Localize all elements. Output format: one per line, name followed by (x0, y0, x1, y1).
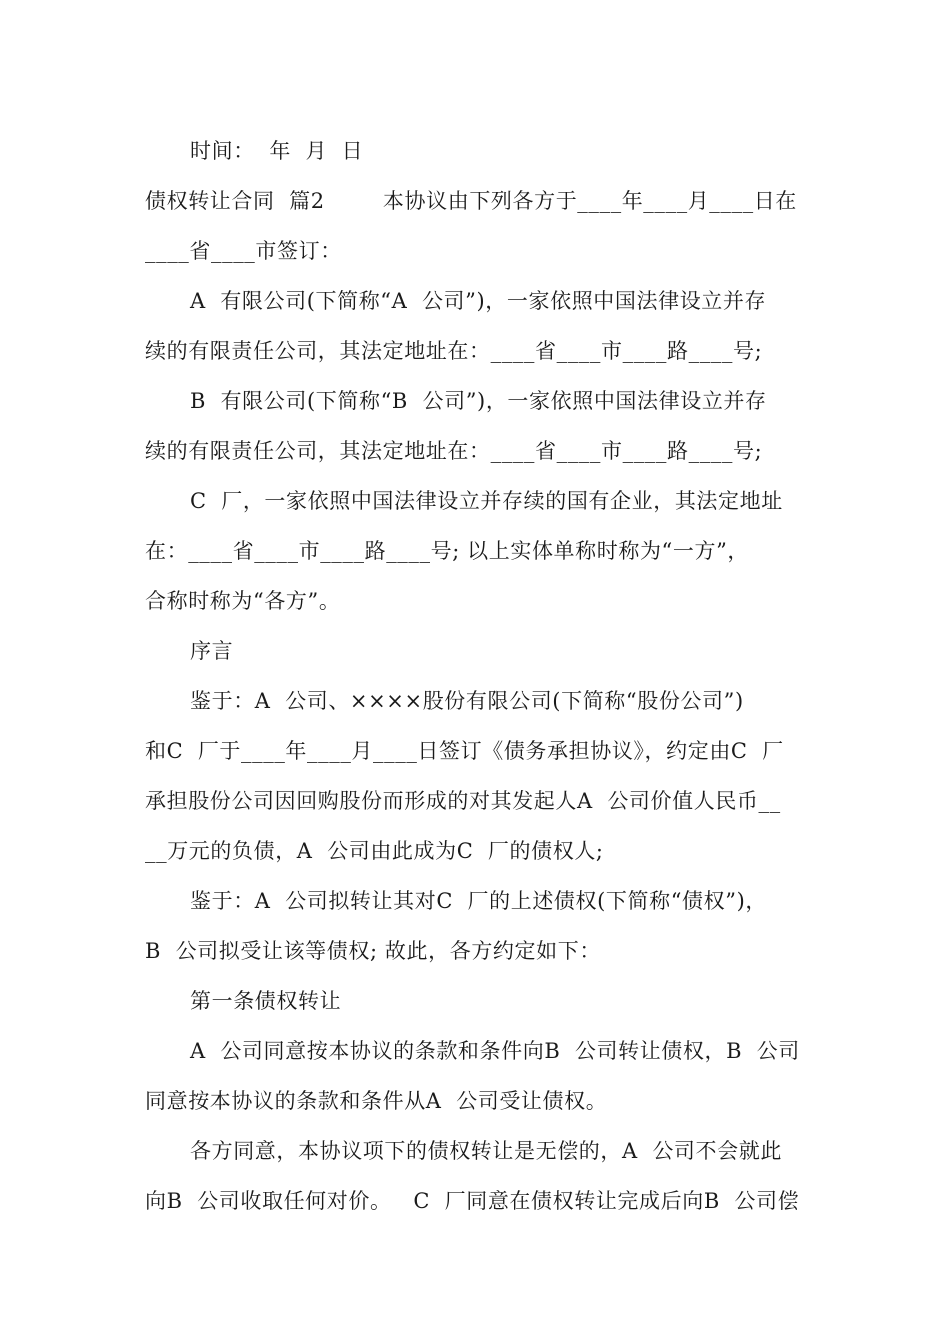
party-c-line-2: 在：____省____市____路____号; 以上实体单称时称为“一方”， (145, 539, 750, 563)
contract-title-line: 债权转让合同 篇2 本协议由下列各方于____年____月____日在 (145, 189, 797, 213)
article-1-heading: 第一条债权转让 (190, 989, 342, 1013)
recital-1-line-1: 鉴于：A 公司、××××股份有限公司(下简称“股份公司”) (190, 689, 744, 713)
party-b-line-2: 续的有限责任公司，其法定地址在：____省____市____路____号; (145, 439, 763, 463)
party-a-line-1: A 有限公司(下简称“A 公司”)，一家依照中国法律设立并存 (190, 289, 767, 313)
recital-1-line-2: 和C 厂于____年____月____日签订《债务承担协议》，约定由C 厂 (145, 739, 784, 763)
party-b-line-1: B 有限公司(下简称“B 公司”)，一家依照中国法律设立并存 (190, 389, 767, 413)
party-c-line-1: C 厂，一家依照中国法律设立并存续的国有企业，其法定地址 (190, 489, 783, 513)
article-1-para-1-line-2: 同意按本协议的条款和条件从A 公司受让债权。 (145, 1089, 608, 1113)
date-line: 时间： 年 月 日 (190, 139, 364, 163)
party-a-line-2: 续的有限责任公司，其法定地址在：____省____市____路____号; (145, 339, 763, 363)
recital-2-line-1: 鉴于：A 公司拟转让其对C 厂的上述债权(下简称“债权”)， (190, 889, 767, 913)
article-1-para-2-line-2: 向B 公司收取任何对价。 C 厂同意在债权转让完成后向B 公司偿 (145, 1189, 800, 1213)
recital-2-line-2: B 公司拟受让该等债权; 故此，各方约定如下： (145, 939, 601, 963)
signing-place-line: ____省____市签订： (145, 239, 342, 263)
recital-1-line-4: __万元的负债，A 公司由此成为C 厂的债权人; (145, 839, 604, 863)
article-1-para-2-line-1: 各方同意，本协议项下的债权转让是无偿的，A 公司不会就此 (190, 1139, 782, 1163)
recital-1-line-3: 承担股份公司因回购股份而形成的对其发起人A 公司价值人民币__ (145, 789, 781, 813)
article-1-para-1-line-1: A 公司同意按本协议的条款和条件向B 公司转让债权，B 公司 (190, 1039, 800, 1063)
preamble-heading: 序言 (190, 639, 234, 663)
party-c-line-3: 合称时称为“各方”。 (145, 589, 341, 613)
